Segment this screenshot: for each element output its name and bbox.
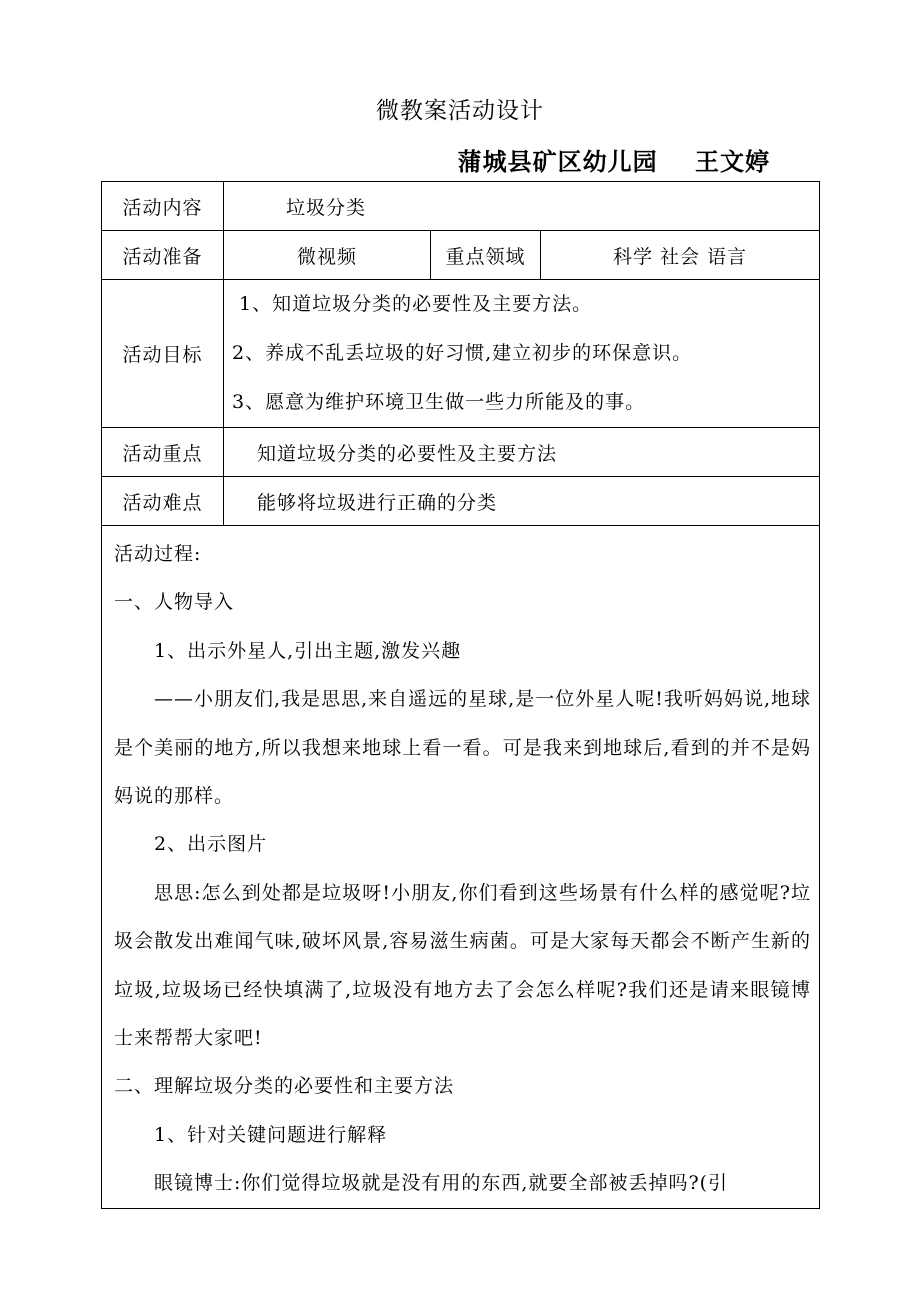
field-label: 重点领域	[431, 231, 541, 280]
author-name: 王文婷	[695, 148, 770, 176]
goal-item: 1、知道垃圾分类的必要性及主要方法。	[239, 293, 593, 315]
prep-label: 活动准备	[102, 231, 224, 280]
row-goals	[102, 280, 820, 428]
goal-item: 3、愿意为维护环境卫生做一些力所能及的事。	[232, 391, 646, 413]
difficulty-value: 能够将垃圾进行正确的分类	[224, 477, 820, 526]
paragraph: 眼镜博士:你们觉得垃圾就是没有用的东西,就要全部被丢掉吗?(引	[154, 1172, 729, 1195]
author-line	[458, 142, 770, 177]
process-cell	[102, 526, 820, 1209]
row-content	[102, 182, 820, 231]
section-heading: 二、理解垃圾分类的必要性和主要方法	[114, 1075, 455, 1098]
paragraph: 思思:怎么到处都是垃圾呀!小朋友,你们看到这些场景有什么样的感觉呢?垃圾会散发出难闻气味,破坏风景,容易滋生病菌。可是大家每天都会不断产生新的垃圾,垃圾场已经快填满了,垃圾没有地方去了会怎么样呢?我们还是请来眼镜博士来帮帮大家吧!	[114, 881, 811, 1050]
difficulty-label: 活动难点	[102, 477, 224, 526]
paragraph: ——小朋友们,我是思思,来自遥远的星球,是一位外星人呢!我听妈妈说,地球是个美丽的地方,所以我想来地球上看一看。可是我来到地球后,看到的并不是妈妈说的那样。	[114, 688, 811, 808]
step-heading: 1、针对关键问题进行解释	[154, 1123, 388, 1146]
goal-item: 2、养成不乱丢垃圾的好习惯,建立初步的环保意识。	[232, 342, 693, 364]
school-name: 蒲城县矿区幼儿园	[457, 148, 658, 176]
content-label: 活动内容	[102, 182, 224, 231]
page-title: 微教案活动设计	[376, 98, 544, 124]
lesson-plan-table	[101, 181, 820, 1209]
key-value: 知道垃圾分类的必要性及主要方法	[224, 428, 820, 477]
section-heading: 一、人物导入	[114, 591, 235, 614]
goals-list	[224, 280, 820, 428]
prep-value: 微视频	[224, 231, 431, 280]
process-heading: 活动过程:	[114, 543, 202, 565]
field-value: 科学 社会 语言	[541, 231, 820, 280]
row-process	[102, 526, 820, 1209]
step-heading: 1、出示外星人,引出主题,激发兴趣	[154, 639, 462, 662]
row-difficulty	[102, 477, 820, 526]
key-label: 活动重点	[102, 428, 224, 477]
row-key	[102, 428, 820, 477]
step-heading: 2、出示图片	[154, 833, 268, 856]
goals-label: 活动目标	[102, 280, 224, 428]
content-value: 垃圾分类	[224, 182, 820, 231]
row-prep	[102, 231, 820, 280]
